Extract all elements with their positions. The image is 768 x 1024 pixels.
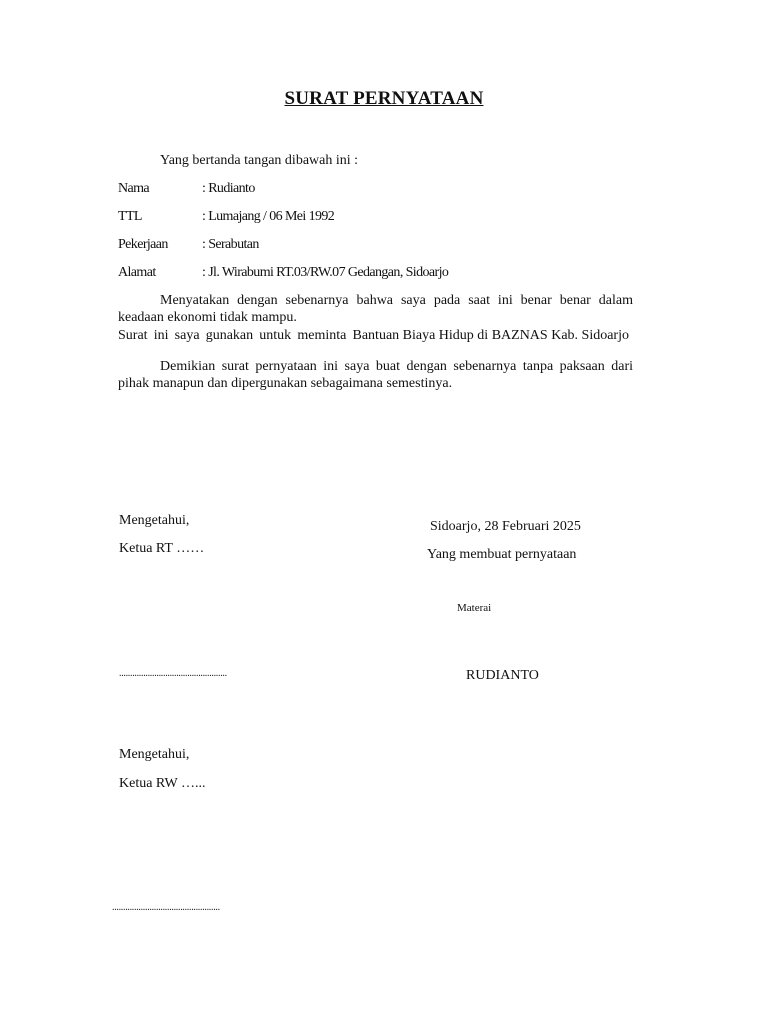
rw-heading: Mengetahui, <box>119 747 190 762</box>
purpose-line <box>118 328 629 344</box>
closing-paragraph: Demikian surat pernyataan ini saya buat dengan sebenarnya tanpa paksaan dari pihak manapun dan dipergunakan sebagaimana semestinya. <box>118 359 633 391</box>
rt-signature-line: ................................................. <box>119 668 227 679</box>
field-label-pekerjaan: Pekerjaan <box>118 237 168 252</box>
rt-heading: Mengetahui, <box>119 513 190 528</box>
materai-label: Materai <box>457 602 492 614</box>
field-value-nama: : Rudianto <box>202 181 255 196</box>
place-date: Sidoarjo, 28 Februari 2025 <box>430 519 581 534</box>
field-label-alamat: Alamat <box>118 265 156 280</box>
statement-paragraph: Menyatakan dengan sebenarnya bahwa saya pada saat ini benar benar dalam keadaan ekonomi tidak mampu. <box>118 293 633 325</box>
purpose-word: Surat <box>118 328 148 343</box>
rw-signature-line: ................................................. <box>112 902 220 913</box>
rw-role: Ketua RW …... <box>119 776 206 791</box>
field-value-alamat: : Jl. Wirabumi RT.03/RW.07 Gedangan, Sidoarjo <box>202 265 449 280</box>
purpose-word: untuk <box>259 328 292 343</box>
field-value-pekerjaan: : Serabutan <box>202 237 259 252</box>
field-value-ttl: : Lumajang / 06 Mei 1992 <box>202 209 335 224</box>
signer-name: RUDIANTO <box>466 668 539 683</box>
purpose-word: saya <box>174 328 200 343</box>
rt-role: Ketua RT …… <box>119 541 205 556</box>
document-title: SURAT PERNYATAAN <box>284 88 484 109</box>
field-label-nama: Nama <box>118 181 150 196</box>
signer-role: Yang membuat pernyataan <box>427 547 577 562</box>
intro-text: Yang bertanda tangan dibawah ini : <box>160 153 359 168</box>
purpose-word: gunakan <box>205 328 254 343</box>
purpose-word: Bantuan Biaya Hidup di BAZNAS Kab. Sidoarjo <box>352 328 629 343</box>
field-label-ttl: TTL <box>118 209 142 224</box>
purpose-word: ini <box>153 328 169 343</box>
purpose-word: meminta <box>297 328 347 343</box>
